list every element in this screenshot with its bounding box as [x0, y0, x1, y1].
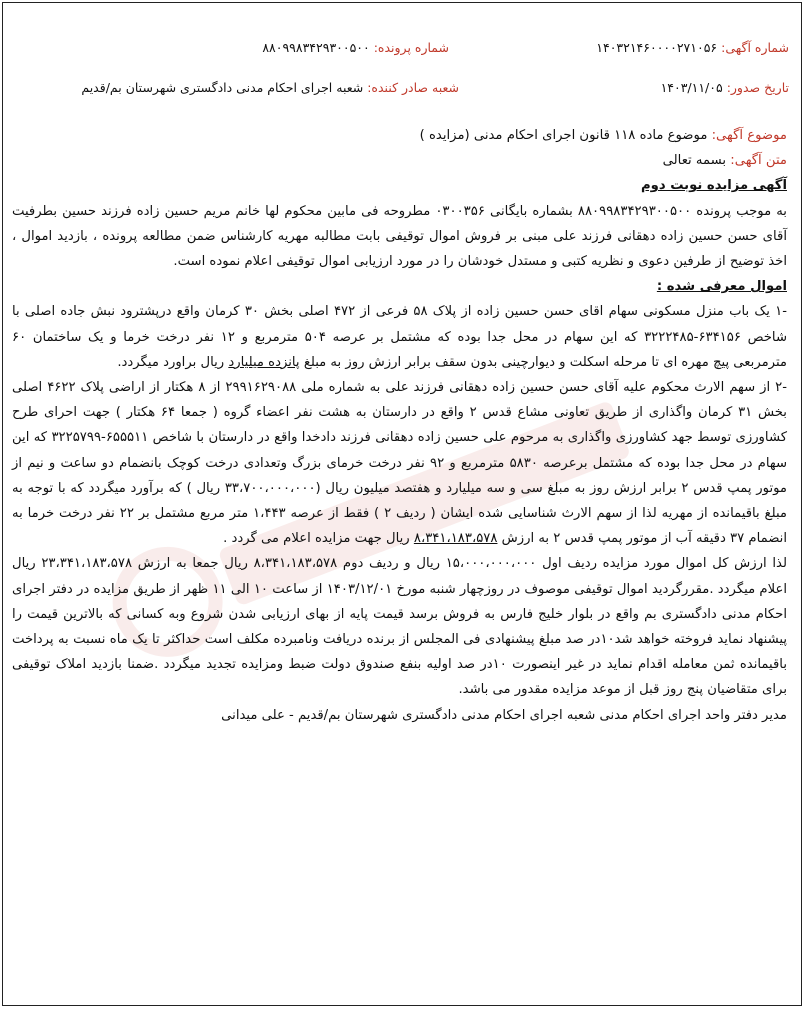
notice-title: آگهی مزایده نوبت دوم	[640, 178, 787, 194]
text-header-value: بسمه تعالی	[662, 153, 727, 169]
case-number-label: شماره پرونده:	[373, 40, 449, 55]
issue-date-value: ۱۴۰۳/۱۱/۰۵	[660, 80, 723, 95]
item-2-paragraph	[12, 375, 787, 551]
assets-heading: اموال معرفی شده :	[656, 279, 787, 295]
issuer-row	[81, 79, 459, 97]
item-1-paragraph	[12, 299, 787, 375]
issuer-value: شعبه اجرای احکام مدنی دادگستری شهرستان بم/قدیم	[81, 80, 364, 95]
text-header-line	[12, 148, 787, 173]
issue-date-row	[661, 79, 789, 97]
document-frame	[2, 2, 802, 1006]
issue-date-label: تاریخ صدور:	[726, 80, 789, 95]
subject-line	[12, 123, 787, 148]
issuer-label: شعبه صادر کننده:	[367, 80, 459, 95]
item-1-tail: ریال براورد میگردد.	[117, 354, 225, 370]
case-number-row	[262, 39, 449, 57]
text-header-label: متن آگهی:	[730, 153, 787, 169]
case-number-value: ۸۸۰۹۹۸۳۴۲۹۳۰۰۵۰۰	[262, 40, 370, 55]
ad-number-row	[596, 39, 789, 57]
item-1-amount: پانزده میلیارد	[228, 354, 300, 370]
subject-value: موضوع ماده ۱۱۸ قانون اجرای احکام مدنی (مزایده )	[419, 128, 708, 143]
signature-line: مدیر دفتر واحد اجرای احکام مدنی شعبه اجرای احکام مدنی دادگستری شهرستان بم/قدیم - علی میدانی	[221, 707, 787, 723]
item-2-tail: ریال جهت مزایده اعلام می گردد .	[223, 531, 410, 547]
ad-number-value: ۱۴۰۳۲۱۴۶۰۰۰۰۲۷۱۰۵۶	[596, 40, 718, 55]
item-2-text: -۲ از سهم الارث محکوم علیه آقای حسن حسین زاده دهقانی فرزند علی به شماره ملی ۲۹۹۱۶۲۹۰۸۸ از ۸ هکتار از اراضی پلاک ۴۶۲۲ اصلی بخش ۳۱ کرمان واگذاری از طریق تعاونی مشاع قدس ۲ واقع در دارستان به هشت نفر اعضاء گروه ( جمعا ۶۴ هکتار ) جهت احرای طرح کشاورزی توسط جهد کشاورزی واگذاری به مرحوم علی حسین زاده دهقانی فرزند دادخدا واقع در دارستان با شاخص ۶۵۵۵۱۱-۳۲۲۵۷۹۹ که این سهام در محل جدا بوده که مشتمل برعرصه ۵۸۳۰ مترمربع و ۹۲ نفر درخت خرمای بزرگ وتعدادی درخت کوچک بانضمام دو ساعت و نیم از موتور پمپ قدس ۲ برابر ارزش روز به مبلغ سی و سه میلیارد و هفتصد میلیون ریال (۳۳،۷۰۰،۰۰۰،۰۰۰ ریال ) که برآورد میگردد که با توجه به مبلغ باقیمانده از مهریه لذا از سهم الارث شناسایی شده ایشان ( ردیف ۲ ) فقط از عرصه ۱،۴۴۳ متر مربع مشتمل بر ۲۲ نفر درخت خرما به انضمام ۳۷ دقیقه آب از موتور پمپ قدس ۲ به ارزش	[12, 380, 787, 547]
intro-paragraph: به موجب پرونده ۸۸۰۹۹۸۳۴۲۹۳۰۰۵۰۰ بشماره بایگانی ۰۳۰۰۳۵۶ مطروحه فی مابین محکوم لها خانم مریم حسین زاده فرزند حسین بطرفیت آقای حسن حسین زاده دهقانی فرزند علی مبنی بر فروش اموال توقیفی بابت مطالبه مهریه کارشناس ضمن مطالعه پرونده ، بازدید اموال ، اخذ توضیح از طرفین دعوی و نظریه کتبی و مستدل خودشان را در مورد ارزیابی اموال توقیفی اعلام نموده است.	[12, 203, 787, 270]
item-1-text: -۱ یک باب منزل مسکونی سهام اقای حسن حسین زاده از پلاک ۵۸ فرعی از ۴۷۲ اصلی بخش ۳۰ کرمان واقع درپشترود نبش جاده اصلی با شاخص ۶۳۴۱۵۶-۳۲۲۲۴۸۵ که این سهام در محل جدا بوده که مشتمل بر عرصه ۵۰۴ مترمربع و ۱۲ نفر درخت خرما و یک ساختمان ۶۰ مترمربعی پیچ مهره ای تا مرحله اسکلت و دیوارچینی بدون سقف برابر ارزش روز به مبلغ	[12, 304, 787, 370]
total-paragraph: لذا ارزش کل اموال مورد مزایده ردیف اول ۱۵،۰۰۰،۰۰۰،۰۰۰ ریال و ردیف دوم ۸،۳۴۱،۱۸۳،۵۷۸ ریال جمعا به ارزش ۲۳،۳۴۱،۱۸۳،۵۷۸ ریال اعلام میگردد .مقررگردید اموال توقیفی موصوف در روزچهار شنبه مورخ ۱۴۰۳/۱۲/۰۱ از ساعت ۱۰ الی ۱۱ ظهر از طریق مزایده در دفتر اجرای احکام مدنی دادگستری بم واقع در بلوار خلیج فارس به فروش برسد قیمت پایه از بهای ارزیابی شدن شروع وبه کسانی که بالاترین قیمت را پیشنهاد نماید فروخته خواهد شد۱۰در صد مبلغ پیشنهادی فی المجلس از برنده دریافت ونامبرده مکلف است حداکثر تا یک ماه نسبت به پرداخت باقیمانده ثمن معامله اقدام نماید در غیر اینصورت ۱۰در صد اولیه بنفع صندوق دولت ضبط ومزایده تجدید میگردد .ضمنا بازدید املاک توقیفی برای متقاضیان پنج روز قبل از موعد مزایده مقدور می باشد.	[12, 556, 787, 698]
notice-content	[12, 123, 787, 728]
ad-number-label: شماره آگهی:	[721, 40, 789, 55]
subject-label: موضوع آگهی:	[711, 128, 787, 143]
item-2-amount: ۸،۳۴۱،۱۸۳،۵۷۸	[413, 531, 498, 547]
